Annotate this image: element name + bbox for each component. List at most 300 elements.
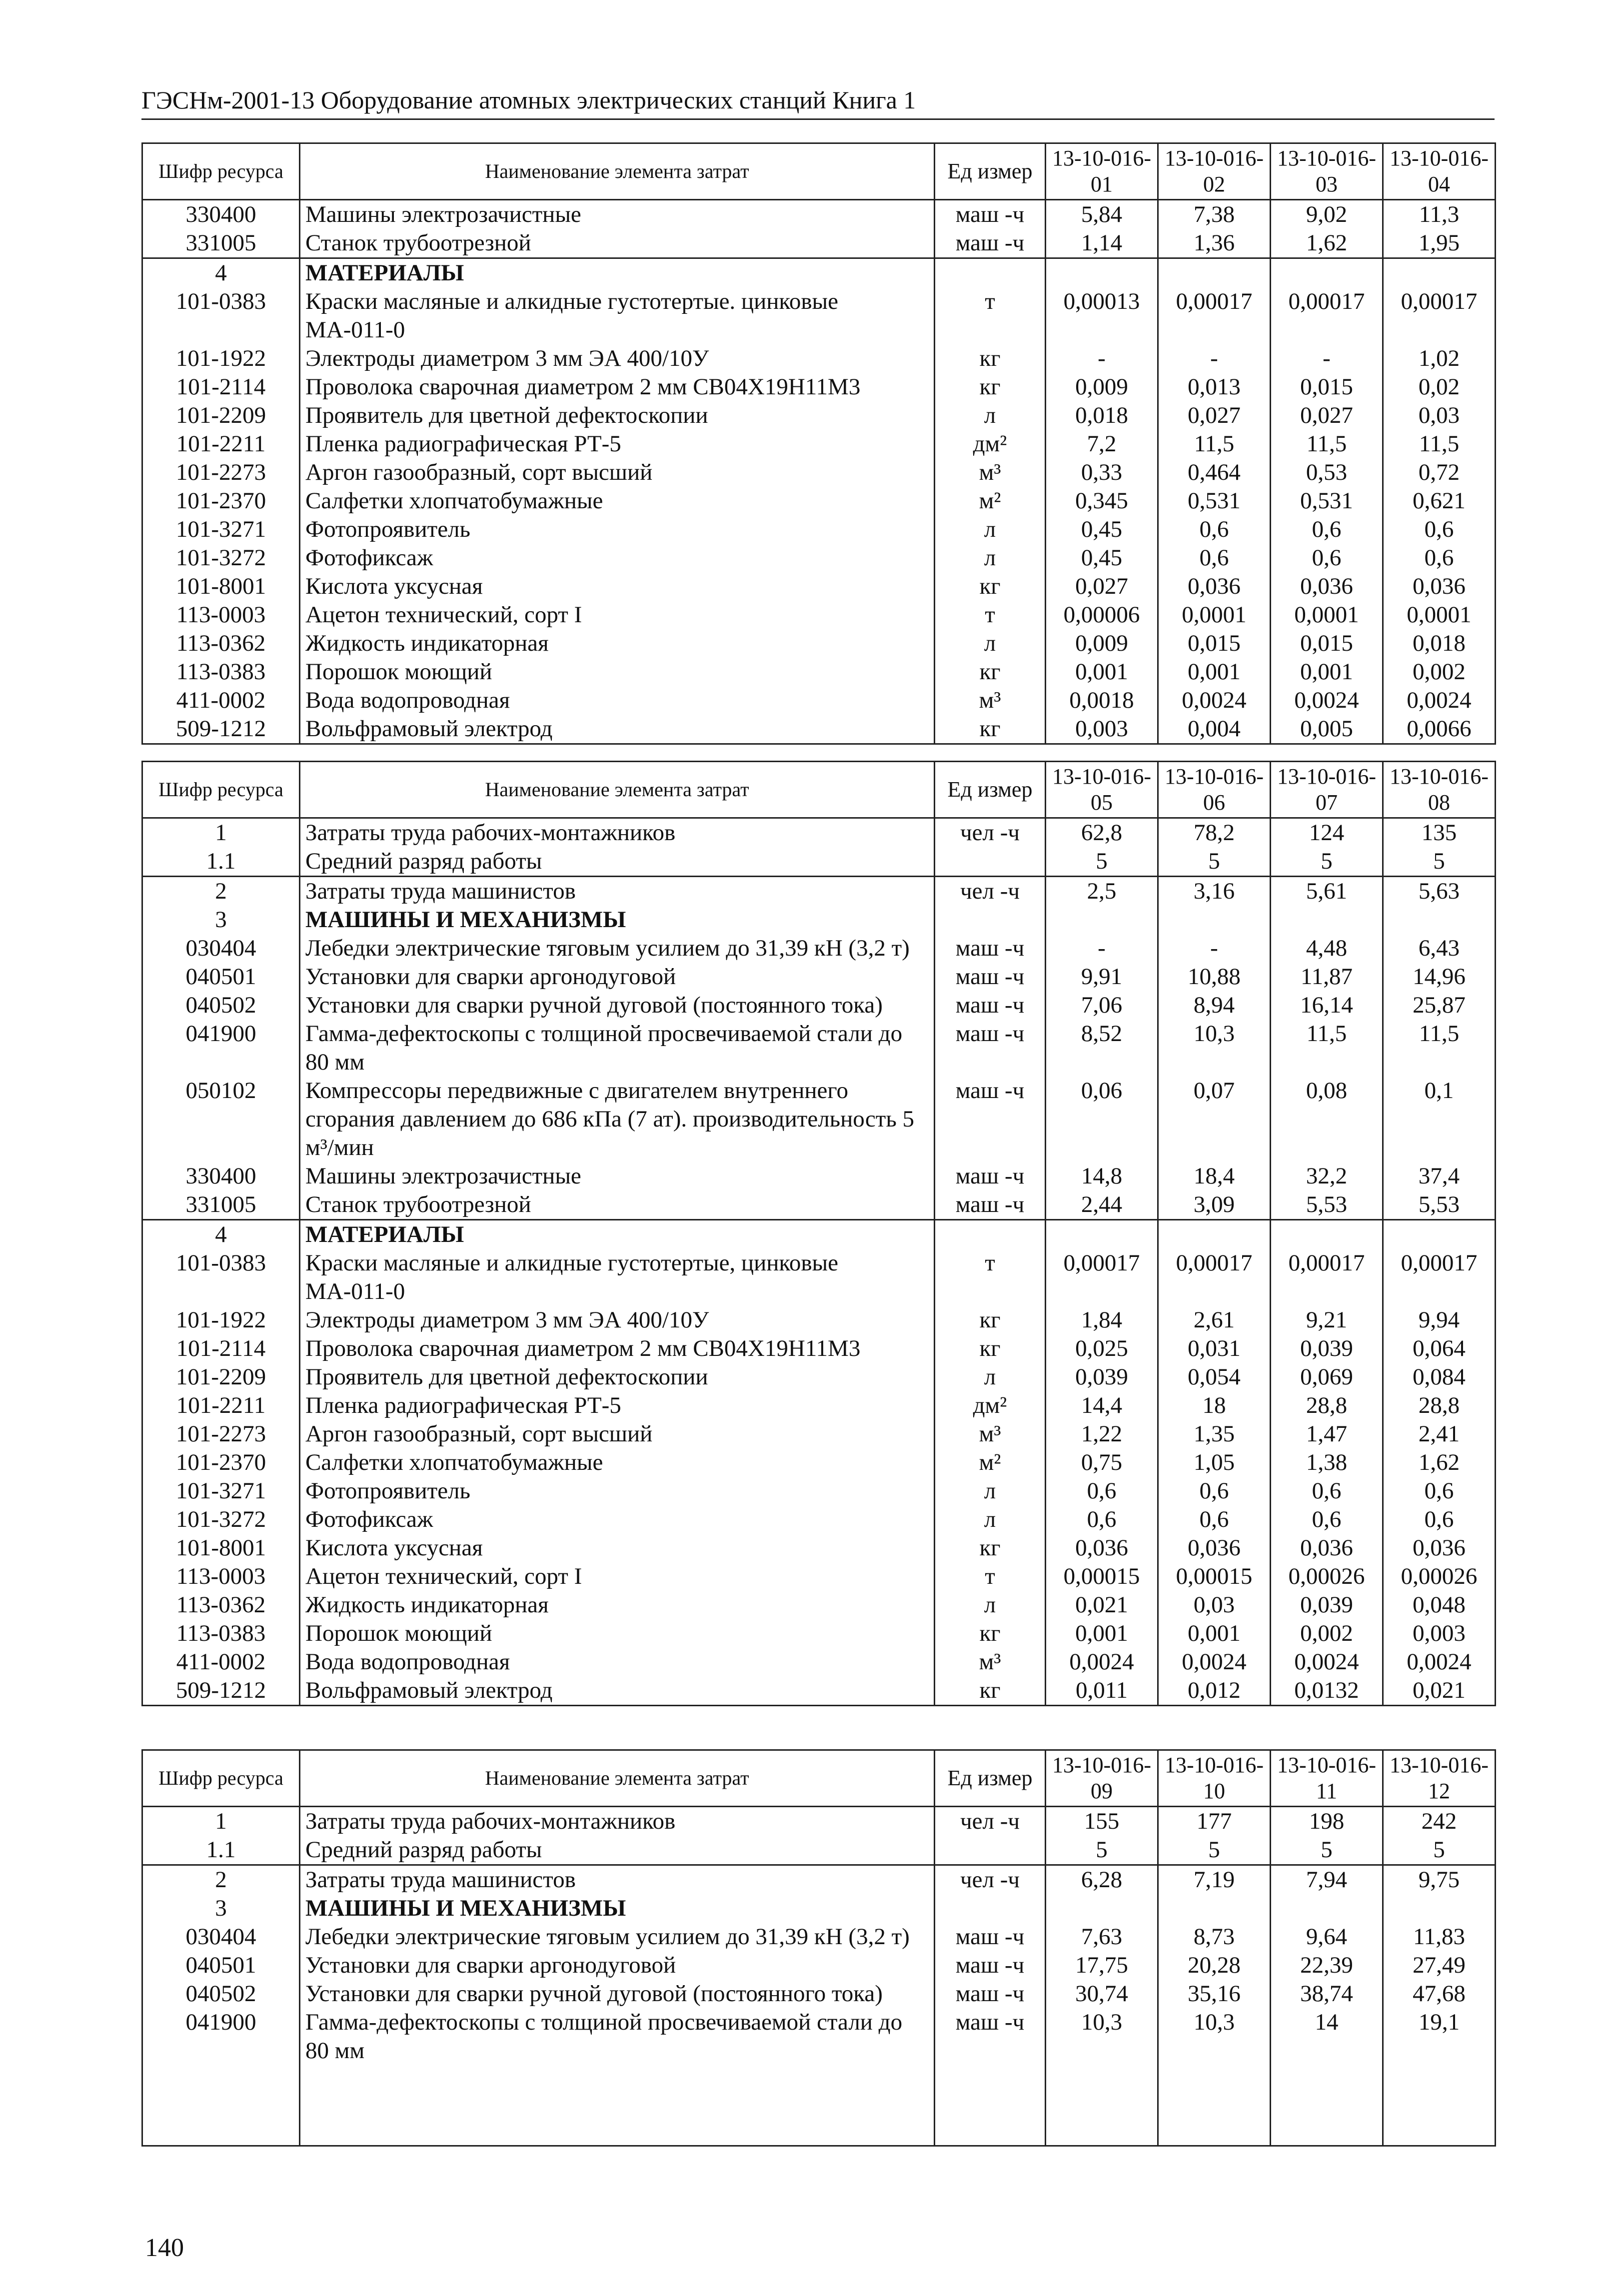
value-cell: 11,5 [1271,1020,1383,1077]
value-cell: 0,009 [1046,629,1158,658]
value-cell: 0,6 [1271,1505,1383,1534]
value-cell: 5 [1046,847,1158,877]
value-cell: 124 [1271,818,1383,848]
column-header-code: Шифр ресурса [142,143,300,200]
unit-cell: л [935,1591,1046,1619]
value-cell [1046,906,1158,934]
table-row [142,1077,1496,1162]
value-cell: 1,62 [1383,1448,1496,1477]
resource-code: 101-2209 [142,1363,300,1391]
table-body [142,1807,1496,2146]
value-cell: 0,6 [1158,1505,1271,1534]
table-row [142,1619,1496,1648]
table-row [142,1363,1496,1391]
value-cell: 0,002 [1383,658,1496,686]
resource-name: Проволока сварочная диаметром 2 мм СВ04Х19Н11М3 [300,373,935,401]
table-row [142,601,1496,629]
value-cell: 25,87 [1383,991,1496,1020]
value-cell: 4,48 [1271,934,1383,963]
resource-code: 040501 [142,963,300,991]
resource-code: 101-0383 [142,287,300,344]
resource-name: Вода водопроводная [300,686,935,715]
table-row [142,1020,1496,1077]
table-row [142,1980,1496,2008]
value-cell: 14,4 [1046,1391,1158,1420]
resource-code: 030404 [142,934,300,963]
unit-cell: маш -ч [935,991,1046,1020]
value-cell: 11,83 [1383,1923,1496,1951]
value-cell [1046,1220,1158,1249]
value-cell: 0,00015 [1046,1562,1158,1591]
unit-cell: кг [935,373,1046,401]
resource-code: 411-0002 [142,686,300,715]
value-cell: 0,013 [1158,373,1271,401]
empty-cell [1271,2065,1383,2146]
value-cell: 0,0024 [1158,1648,1271,1676]
unit-cell: л [935,401,1046,430]
unit-cell [935,1836,1046,1865]
value-cell: 242 [1383,1807,1496,1836]
value-cell: 0,45 [1046,544,1158,572]
value-cell: 1,95 [1383,229,1496,258]
unit-cell: кг [935,658,1046,686]
resource-table-2 [141,761,1496,1706]
unit-cell: кг [935,1676,1046,1706]
table-header [142,762,1496,818]
resource-code: 411-0002 [142,1648,300,1676]
value-cell: 5 [1046,1836,1158,1865]
resource-code: 1.1 [142,1836,300,1865]
value-cell: 1,05 [1158,1448,1271,1477]
resource-name: Пленка радиографическая РТ-5 [300,430,935,458]
unit-cell [935,906,1046,934]
value-cell: 18 [1158,1391,1271,1420]
value-cell: 0,0132 [1271,1676,1383,1706]
resource-name: Порошок моющий [300,658,935,686]
value-cell: 0,0001 [1271,601,1383,629]
value-cell [1046,1894,1158,1923]
value-cell: 9,94 [1383,1306,1496,1334]
section-heading: МАТЕРИАЛЫ [300,1220,935,1249]
unit-cell: кг [935,1534,1046,1562]
column-header-norm: 13-10-016-07 [1271,762,1383,818]
resource-code: 113-0003 [142,601,300,629]
resource-code: 101-8001 [142,1534,300,1562]
section-heading: МАШИНЫ И МЕХАНИЗМЫ [300,906,935,934]
resource-code: 101-2370 [142,487,300,515]
value-cell: 5 [1271,847,1383,877]
value-cell: 0,036 [1271,572,1383,601]
value-cell: 9,64 [1271,1923,1383,1951]
resource-code: 041900 [142,2008,300,2065]
unit-cell: маш -ч [935,200,1046,229]
unit-cell: кг [935,344,1046,373]
value-cell [1046,258,1158,288]
resource-code: 331005 [142,229,300,258]
value-cell: 6,43 [1383,934,1496,963]
value-cell: 5 [1158,847,1271,877]
value-cell: 0,0001 [1158,601,1271,629]
unit-cell: чел -ч [935,1865,1046,1895]
column-header-norm: 13-10-016-12 [1383,1750,1496,1807]
table-row [142,1391,1496,1420]
value-cell: 1,14 [1046,229,1158,258]
value-cell: 155 [1046,1807,1158,1836]
value-cell: 0,00013 [1046,287,1158,344]
value-cell: 0,036 [1158,572,1271,601]
resource-code: 101-2273 [142,458,300,487]
resource-name: Краски масляные и алкидные густотертые. цинковые МА-011-0 [300,287,935,344]
table-row [142,401,1496,430]
value-cell [1271,258,1383,288]
value-cell: 0,00006 [1046,601,1158,629]
table-header [142,1750,1496,1807]
value-cell: 0,0018 [1046,686,1158,715]
value-cell: 7,19 [1158,1865,1271,1895]
value-cell: 0,531 [1158,487,1271,515]
column-header-code: Шифр ресурса [142,762,300,818]
table-row [142,344,1496,373]
value-cell: 0,03 [1383,401,1496,430]
column-header-unit: Ед измер [935,143,1046,200]
value-cell: 3,16 [1158,877,1271,906]
value-cell: 11,5 [1383,1020,1496,1077]
value-cell: 10,3 [1158,1020,1271,1077]
table-body [142,200,1496,744]
resource-code: 1 [142,818,300,848]
value-cell: 0,0024 [1271,686,1383,715]
value-cell: 11,5 [1383,430,1496,458]
value-cell: 0,0001 [1383,601,1496,629]
value-cell: 198 [1271,1807,1383,1836]
table-row [142,1190,1496,1220]
resource-code: 101-2273 [142,1420,300,1448]
value-cell: 0,6 [1383,1505,1496,1534]
table-row [142,847,1496,877]
value-cell: 0,33 [1046,458,1158,487]
table-row [142,1477,1496,1505]
value-cell: 5,53 [1271,1190,1383,1220]
resource-name: Установки для сварки ручной дуговой (постоянного тока) [300,1980,935,2008]
empty-cell [142,2065,300,2146]
value-cell: 0,6 [1383,544,1496,572]
table-row [142,544,1496,572]
value-cell: 1,36 [1158,229,1271,258]
table-row [142,1534,1496,1562]
resource-code: 050102 [142,1077,300,1162]
unit-cell: маш -ч [935,1020,1046,1077]
unit-cell: маш -ч [935,934,1046,963]
value-cell: 0,012 [1158,1676,1271,1706]
page-header [141,82,1495,120]
value-cell: 0,005 [1271,715,1383,744]
value-cell: 0,009 [1046,373,1158,401]
table-row-empty [142,2065,1496,2146]
table-row [142,906,1496,934]
resource-name: Пленка радиографическая РТ-5 [300,1391,935,1420]
table-row [142,991,1496,1020]
table-row [142,1448,1496,1477]
unit-cell: кг [935,1334,1046,1363]
value-cell: 16,14 [1271,991,1383,1020]
value-cell: 0,069 [1271,1363,1383,1391]
column-header-code: Шифр ресурса [142,1750,300,1807]
resource-name: Фотопроявитель [300,1477,935,1505]
resource-name: Лебедки электрические тяговым усилием до 31,39 кН (3,2 т) [300,1923,935,1951]
value-cell: 1,47 [1271,1420,1383,1448]
value-cell: 0,003 [1383,1619,1496,1648]
value-cell: 0,6 [1271,1477,1383,1505]
value-cell: 0,00026 [1271,1562,1383,1591]
resource-name: Затраты труда рабочих-монтажников [300,818,935,848]
resource-name: Гамма-дефектоскопы с толщиной просвечиваемой стали до 80 мм [300,1020,935,1077]
value-cell: 0,002 [1271,1619,1383,1648]
resource-name: Установки для сварки аргонодуговой [300,963,935,991]
value-cell: 5 [1271,1836,1383,1865]
column-header-norm: 13-10-016-01 [1046,143,1158,200]
value-cell [1271,1894,1383,1923]
value-cell: 8,94 [1158,991,1271,1020]
value-cell: 0,015 [1158,629,1271,658]
unit-cell: м² [935,487,1046,515]
value-cell [1383,1894,1496,1923]
resource-code: 101-1922 [142,344,300,373]
table-row [142,1591,1496,1619]
resource-name: Краски масляные и алкидные густотертые, цинковые МА-011-0 [300,1249,935,1306]
unit-cell: м³ [935,686,1046,715]
value-cell: 6,28 [1046,1865,1158,1895]
section-heading: МАШИНЫ И МЕХАНИЗМЫ [300,1894,935,1923]
table-row [142,258,1496,288]
value-cell: 5,61 [1271,877,1383,906]
unit-cell [935,847,1046,877]
resource-code: 101-3272 [142,1505,300,1534]
value-cell: 30,74 [1046,1980,1158,2008]
value-cell: 11,5 [1158,430,1271,458]
resource-name: Проявитель для цветной дефектоскопии [300,401,935,430]
value-cell: 3,09 [1158,1190,1271,1220]
resource-code: 101-8001 [142,572,300,601]
unit-cell: дм² [935,1391,1046,1420]
resource-code: 101-2209 [142,401,300,430]
value-cell: 0,02 [1383,373,1496,401]
value-cell: 2,61 [1158,1306,1271,1334]
unit-cell: т [935,1249,1046,1306]
resource-code: 101-3271 [142,1477,300,1505]
value-cell: 0,0024 [1158,686,1271,715]
value-cell: 14 [1271,2008,1383,2065]
value-cell: 0,001 [1046,1619,1158,1648]
table-row [142,200,1496,229]
table-row [142,877,1496,906]
value-cell: 0,00017 [1158,1249,1271,1306]
table-row [142,229,1496,258]
value-cell: 0,018 [1383,629,1496,658]
table-row [142,287,1496,344]
value-cell: 0,001 [1046,658,1158,686]
value-cell: 19,1 [1383,2008,1496,2065]
value-cell: 0,72 [1383,458,1496,487]
value-cell: 0,036 [1271,1534,1383,1562]
resource-name: Кислота уксусная [300,572,935,601]
value-cell: 0,084 [1383,1363,1496,1391]
value-cell: 0,001 [1158,658,1271,686]
value-cell: 0,531 [1271,487,1383,515]
table-row [142,1249,1496,1306]
unit-cell [935,258,1046,288]
value-cell: 0,6 [1271,515,1383,544]
resource-name: Вольфрамовый электрод [300,715,935,744]
table-row [142,1334,1496,1363]
value-cell: 0,75 [1046,1448,1158,1477]
value-cell: 1,35 [1158,1420,1271,1448]
resource-name: Затраты труда машинистов [300,1865,935,1895]
resource-code: 330400 [142,200,300,229]
value-cell: 0,027 [1271,401,1383,430]
table-row [142,487,1496,515]
unit-cell: маш -ч [935,2008,1046,2065]
resource-code: 4 [142,258,300,288]
value-cell: 0,00017 [1158,287,1271,344]
table-row [142,1836,1496,1865]
table-row [142,934,1496,963]
resource-name: Ацетон технический, сорт I [300,601,935,629]
value-cell: 177 [1158,1807,1271,1836]
value-cell: 0,021 [1383,1676,1496,1706]
unit-cell: кг [935,1619,1046,1648]
resource-name: Жидкость индикаторная [300,1591,935,1619]
unit-cell: маш -ч [935,1190,1046,1220]
value-cell: 8,73 [1158,1923,1271,1951]
resource-code: 040502 [142,1980,300,2008]
resource-name: Установки для сварки аргонодуговой [300,1951,935,1980]
value-cell: 9,21 [1271,1306,1383,1334]
unit-cell: м³ [935,458,1046,487]
resource-code: 331005 [142,1190,300,1220]
value-cell: 0,07 [1158,1077,1271,1162]
unit-cell: маш -ч [935,1980,1046,2008]
resource-code: 509-1212 [142,1676,300,1706]
column-header-norm: 13-10-016-08 [1383,762,1496,818]
table-row [142,1951,1496,1980]
column-header-norm: 13-10-016-11 [1271,1750,1383,1807]
value-cell: 0,027 [1046,572,1158,601]
resource-code: 3 [142,1894,300,1923]
value-cell: 5,53 [1383,1190,1496,1220]
resource-code: 3 [142,906,300,934]
value-cell: 1,02 [1383,344,1496,373]
resource-name: Затраты труда рабочих-монтажников [300,1807,935,1836]
resource-name: Аргон газообразный, сорт высший [300,458,935,487]
value-cell: 1,84 [1046,1306,1158,1334]
resource-name: Установки для сварки ручной дуговой (постоянного тока) [300,991,935,1020]
value-cell: 0,036 [1383,1534,1496,1562]
value-cell: 5,63 [1383,877,1496,906]
value-cell [1271,1220,1383,1249]
value-cell: 0,1 [1383,1077,1496,1162]
table-header [142,143,1496,200]
unit-cell: л [935,1477,1046,1505]
value-cell: 0,048 [1383,1591,1496,1619]
value-cell: 0,015 [1271,373,1383,401]
value-cell: - [1158,934,1271,963]
unit-cell: т [935,601,1046,629]
value-cell: 38,74 [1271,1980,1383,2008]
value-cell [1158,1894,1271,1923]
unit-cell: л [935,629,1046,658]
value-cell: 0,00015 [1158,1562,1271,1591]
resource-name: Фотофиксаж [300,1505,935,1534]
value-cell: 9,75 [1383,1865,1496,1895]
value-cell: 0,0024 [1271,1648,1383,1676]
table-row [142,373,1496,401]
value-cell: 10,3 [1046,2008,1158,2065]
column-header-norm: 13-10-016-02 [1158,143,1271,200]
column-header-norm: 13-10-016-03 [1271,143,1383,200]
unit-cell: маш -ч [935,1077,1046,1162]
table-row [142,1306,1496,1334]
value-cell: 0,08 [1271,1077,1383,1162]
resource-code: 040502 [142,991,300,1020]
unit-cell: чел -ч [935,877,1046,906]
resource-name: Аргон газообразный, сорт высший [300,1420,935,1448]
value-cell: 0,464 [1158,458,1271,487]
resource-name: Вольфрамовый электрод [300,1676,935,1706]
unit-cell: кг [935,715,1046,744]
value-cell: 0,0024 [1383,1648,1496,1676]
value-cell: 0,00017 [1383,1249,1496,1306]
table-row [142,1923,1496,1951]
resource-table-1 [141,142,1496,745]
resource-code: 101-2211 [142,1391,300,1420]
value-cell: 0,6 [1383,515,1496,544]
value-cell: 35,16 [1158,1980,1271,2008]
value-cell: 0,001 [1158,1619,1271,1648]
value-cell: 0,064 [1383,1334,1496,1363]
value-cell: 0,021 [1046,1591,1158,1619]
value-cell: 2,5 [1046,877,1158,906]
value-cell: 11,5 [1271,430,1383,458]
value-cell: 1,38 [1271,1448,1383,1477]
value-cell: 17,75 [1046,1951,1158,1980]
unit-cell: чел -ч [935,1807,1046,1836]
table-row [142,515,1496,544]
resource-name: Ацетон технический, сорт I [300,1562,935,1591]
value-cell [1383,906,1496,934]
resource-code: 2 [142,877,300,906]
unit-cell: маш -ч [935,1923,1046,1951]
value-cell [1158,906,1271,934]
value-cell: 0,0066 [1383,715,1496,744]
page-number: 140 [145,2234,184,2262]
value-cell: 0,00017 [1046,1249,1158,1306]
resource-code: 330400 [142,1162,300,1190]
value-cell: 0,039 [1271,1334,1383,1363]
value-cell [1383,1220,1496,1249]
column-header-norm: 13-10-016-06 [1158,762,1271,818]
resource-name: Салфетки хлопчатобумажные [300,1448,935,1477]
unit-cell: м³ [935,1648,1046,1676]
value-cell: 0,039 [1046,1363,1158,1391]
value-cell: 0,031 [1158,1334,1271,1363]
value-cell: 28,8 [1271,1391,1383,1420]
unit-cell [935,1894,1046,1923]
resource-name: Фотофиксаж [300,544,935,572]
value-cell: 0,621 [1383,487,1496,515]
empty-cell [300,2065,935,2146]
table-row [142,1162,1496,1190]
resource-name: Средний разряд работы [300,1836,935,1865]
